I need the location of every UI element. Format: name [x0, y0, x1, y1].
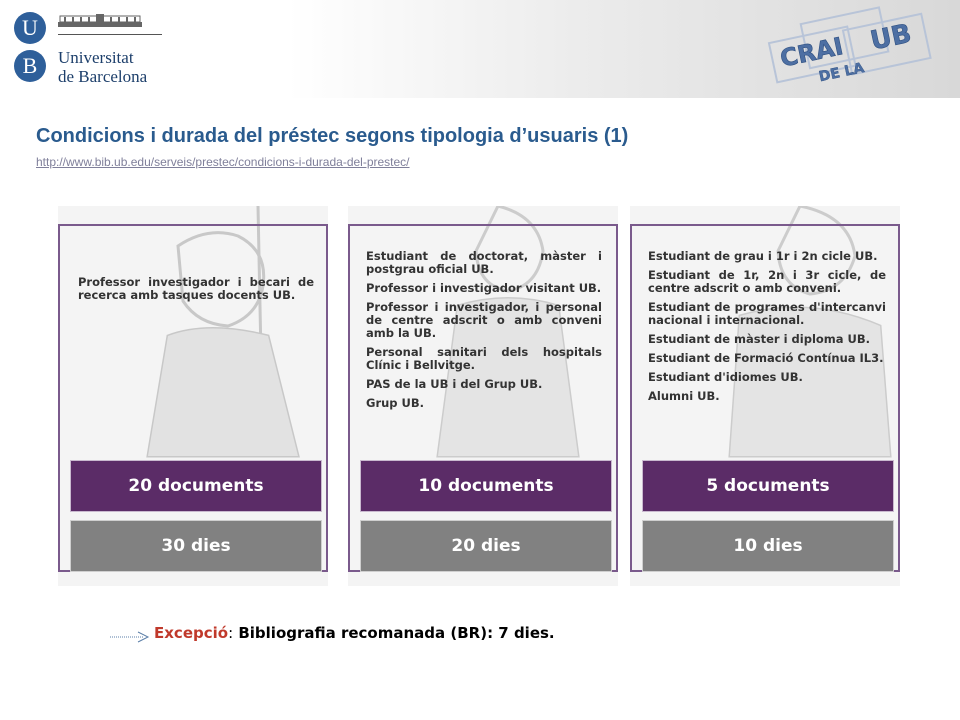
user-type-list-3 [648, 250, 886, 409]
user-type-item: Professor investigador i becari de recerca amb tasques docents UB. [78, 275, 314, 302]
user-type-item: Grup UB. [366, 396, 425, 410]
loan-conditions-link[interactable]: http://www.bib.ub.edu/serveis/prestec/condicions-i-durada-del-prestec/ [36, 155, 410, 169]
user-type-item: Estudiant d'idiomes UB. [648, 370, 803, 384]
loan-days-badge: 10 dies [642, 520, 894, 572]
user-type-item: Professor i investigador visitant UB. [366, 281, 602, 295]
user-type-item: Professor i investigador, i personal de centre adscrit o amb conveni amb la UB. [366, 300, 602, 340]
crai-ub-logo[interactable] [752, 4, 952, 94]
page-title: Condicions i durada del préstec segons tipologia d’usuaris (1) [36, 125, 629, 147]
user-type-list-1 [78, 276, 314, 308]
logo-seal-u: U [14, 12, 46, 44]
university-logo[interactable] [14, 10, 164, 92]
logo-seal-b: B [14, 50, 46, 82]
crai-logo-word-2: DE LA [817, 60, 866, 86]
user-type-item: Estudiant de grau i 1r i 2n cicle UB. [648, 249, 878, 263]
user-type-item: Estudiant de doctorat, màster i postgrau oficial UB. [366, 249, 602, 276]
crai-logo-word-1: CRAI [777, 32, 846, 73]
user-type-item: Estudiant de màster i diploma UB. [648, 332, 871, 346]
user-type-list-2 [366, 250, 602, 416]
exception-separator: : [228, 624, 234, 642]
user-type-item: Personal sanitari dels hospitals Clínic i Bellvitge. [366, 345, 602, 372]
user-type-item: PAS de la UB i del Grup UB. [366, 377, 543, 391]
university-name-line2: de Barcelona [58, 67, 148, 86]
loan-days-badge: 30 dies [70, 520, 322, 572]
header-banner [0, 0, 960, 98]
exception-label: Excepció [154, 624, 229, 642]
loan-days-badge: 20 dies [360, 520, 612, 572]
documents-limit-badge: 10 documents [360, 460, 612, 512]
user-type-item: Estudiant de 1r, 2n i 3r cicle, de centre adscrit o amb conveni. [648, 268, 886, 295]
user-type-panel-1 [58, 206, 328, 586]
user-type-panel-3 [630, 206, 900, 586]
crai-logo-word-3: UB [867, 18, 915, 57]
documents-limit-badge: 20 documents [70, 460, 322, 512]
logo-divider [58, 34, 162, 35]
arrow-right-icon [110, 630, 150, 644]
user-type-item: Estudiant de programes d'intercanvi nacional i internacional. [648, 300, 886, 327]
building-icon [58, 12, 142, 28]
user-type-panel-2 [348, 206, 618, 586]
user-type-item: Estudiant de Formació Contínua IL3. [648, 351, 884, 365]
university-name-line1: Universitat [58, 48, 134, 67]
documents-limit-badge: 5 documents [642, 460, 894, 512]
exception-detail: Bibliografia recomanada (BR): 7 dies. [233, 624, 555, 642]
exception-text [154, 624, 555, 642]
user-type-item: Alumni UB. [648, 389, 720, 403]
